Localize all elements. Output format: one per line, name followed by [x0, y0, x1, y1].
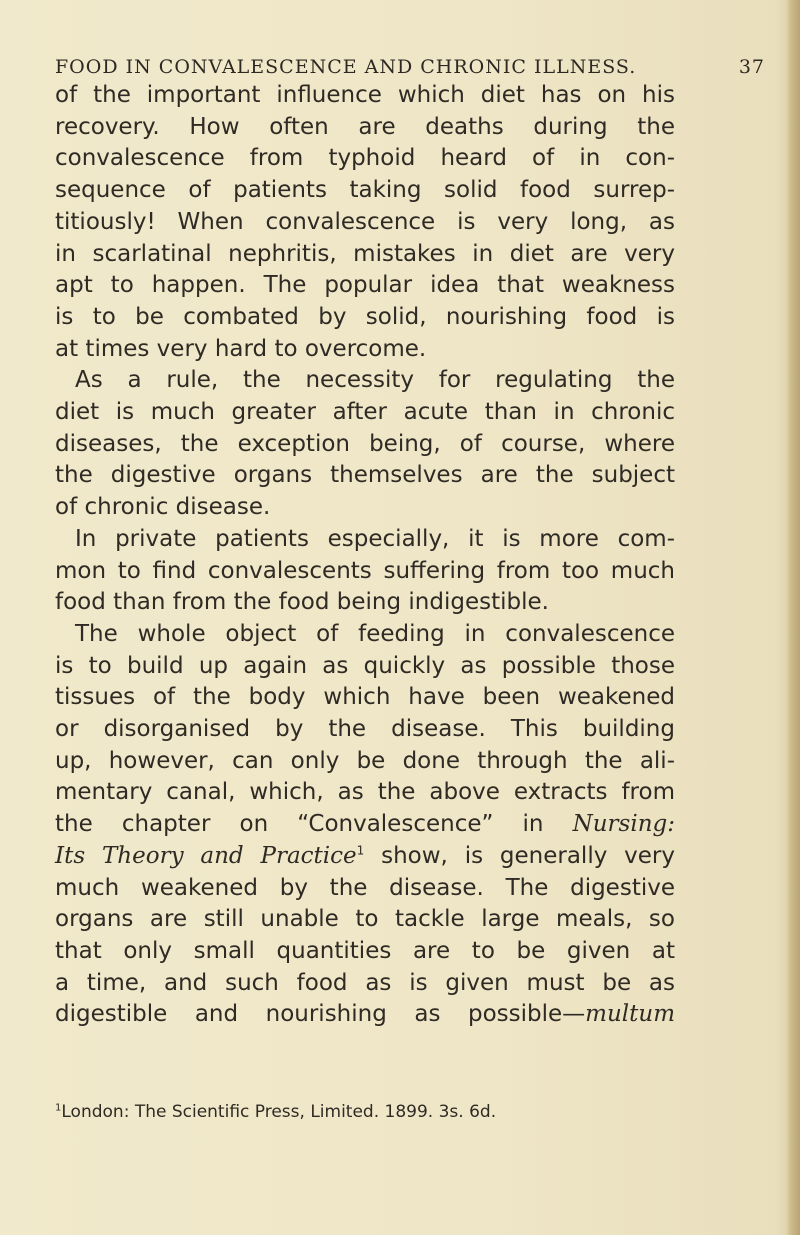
text-line-with-latin — [55, 999, 675, 1031]
text-line: mentary canal, which, as the above extracts from — [55, 779, 675, 806]
text-line: organs are still unable to tackle large meals, so — [55, 906, 675, 933]
text-segment: digestible and nourishing as possible— — [55, 1001, 586, 1028]
text-line: up, however, can only be done through the ali- — [55, 747, 675, 774]
book-title-italic: Its Theory and Practice — [55, 842, 357, 869]
footnote-reference: 1 — [356, 843, 365, 858]
text-line-with-book-title — [55, 809, 675, 841]
text-line: of chronic disease. — [55, 494, 271, 521]
footnote-text: London: The Scientific Press, Limited. 1899. 3s. 6d. — [61, 1102, 497, 1122]
text-line: diet is much greater after acute than in chronic — [55, 399, 675, 426]
page-edge-shadow — [786, 0, 800, 1235]
text-segment: show, is generally very — [364, 842, 675, 869]
text-line: or disorganised by the disease. This building — [55, 716, 675, 743]
book-title-italic: Nursing: — [572, 811, 675, 838]
text-line: a time, and such food as is given must be as — [55, 969, 675, 996]
body-text — [55, 80, 675, 1031]
text-line: diseases, the exception being, of course, where — [55, 430, 675, 457]
text-line: convalescence from typhoid heard of in con- — [55, 145, 675, 172]
page-number: 37 — [738, 56, 765, 78]
paragraph-start-line: In private patients especially, it is more com- — [75, 525, 675, 552]
text-line: mon to find convalescents suffering from too much — [55, 557, 675, 584]
footnote-mark: 1 — [55, 1102, 62, 1114]
text-line: much weakened by the disease. The digestive — [55, 874, 675, 901]
text-line: in scarlatinal nephritis, mistakes in diet are very — [55, 240, 675, 267]
text-line-with-footnote-ref — [55, 841, 675, 873]
paragraph-start-line: The whole object of feeding in convalescence — [75, 620, 675, 647]
text-line: apt to happen. The popular idea that weakness — [55, 272, 675, 299]
paragraph-start-line: As a rule, the necessity for regulating the — [75, 367, 675, 394]
text-line: is to build up again as quickly as possible those — [55, 652, 675, 679]
footnote — [55, 1102, 496, 1122]
text-line: at times very hard to overcome. — [55, 335, 427, 362]
text-line: of the important influence which diet has on his — [55, 82, 675, 108]
running-header — [55, 56, 765, 78]
text-line: sequence of patients taking solid food surrep- — [55, 177, 675, 204]
latin-word-italic: multum — [585, 1001, 675, 1028]
text-segment: the chapter on “Convalescence” in — [55, 811, 573, 838]
text-line: recovery. How often are deaths during the — [55, 113, 675, 140]
running-title: FOOD IN CONVALESCENCE AND CHRONIC ILLNESS. — [55, 56, 637, 78]
text-line: titiously! When convalescence is very long, as — [55, 208, 675, 235]
text-line: the digestive organs themselves are the subject — [55, 462, 675, 489]
text-line: that only small quantities are to be given at — [55, 937, 675, 964]
text-line: is to be combated by solid, nourishing food is — [55, 303, 675, 330]
text-line: food than from the food being indigestible. — [55, 589, 549, 616]
text-line: tissues of the body which have been weakened — [55, 684, 675, 711]
